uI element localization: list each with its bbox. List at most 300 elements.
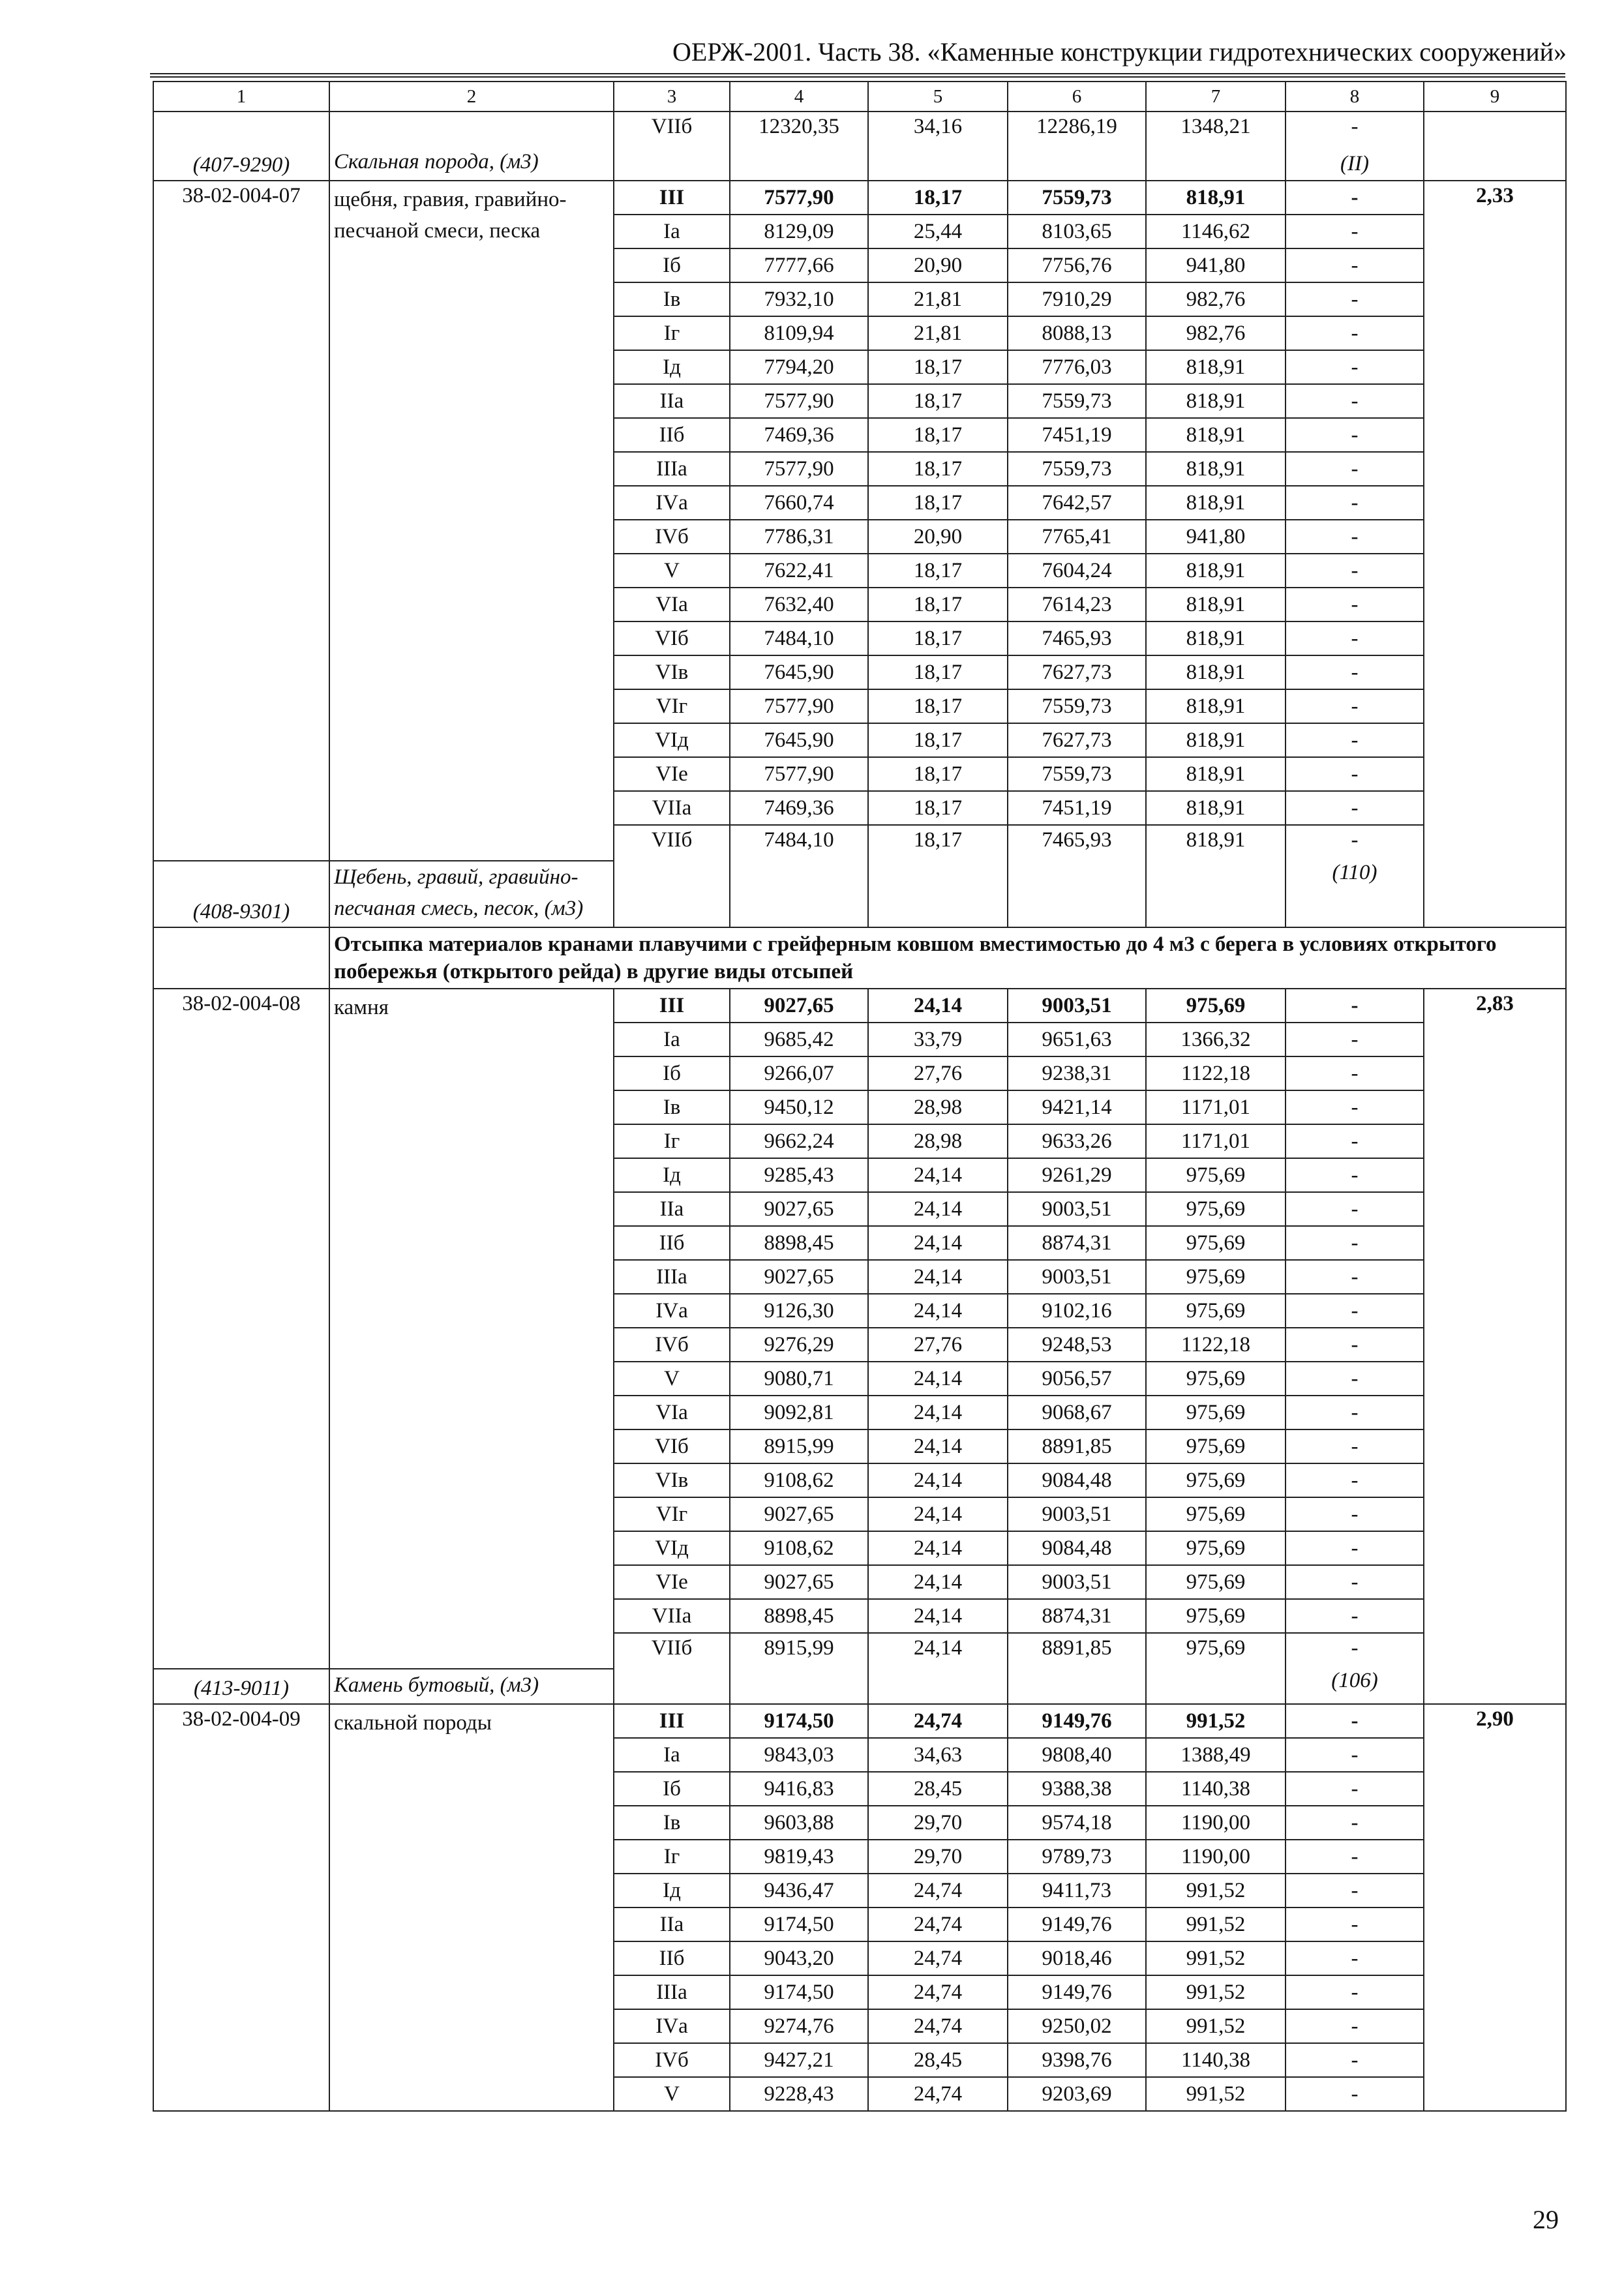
value-cell: - xyxy=(1286,1056,1424,1090)
value-cell: 9149,76 xyxy=(1008,1704,1146,1738)
value-cell: 7484,10 xyxy=(730,825,868,927)
value-cell: 24,14 xyxy=(868,1396,1008,1429)
value-cell: 7932,10 xyxy=(730,282,868,316)
value-cell: 1140,38 xyxy=(1146,2043,1286,2077)
value-cell: 24,14 xyxy=(868,1429,1008,1463)
value-cell: 1122,18 xyxy=(1146,1328,1286,1362)
value-cell: 818,91 xyxy=(1146,723,1286,757)
zone-cell: VIа xyxy=(614,588,730,621)
value-cell: 24,74 xyxy=(868,1908,1008,1941)
value-cell: 1171,01 xyxy=(1146,1124,1286,1158)
column-number: 5 xyxy=(868,82,1008,112)
value-cell: 7465,93 xyxy=(1008,621,1146,655)
value-cell: 7660,74 xyxy=(730,486,868,520)
value-cell: 9276,29 xyxy=(730,1328,868,1362)
material-code: (110) xyxy=(1286,861,1424,927)
zone-cell: IVб xyxy=(614,2043,730,2077)
zone-cell: VIд xyxy=(614,723,730,757)
value-cell: 9056,57 xyxy=(1008,1362,1146,1396)
value-cell: 20,90 xyxy=(868,520,1008,554)
value-cell: 12320,35 xyxy=(730,112,868,181)
value-cell: 7627,73 xyxy=(1008,655,1146,689)
value-cell: 7577,90 xyxy=(730,689,868,723)
value-cell: - xyxy=(1286,2009,1424,2043)
zone-cell: Iа xyxy=(614,1023,730,1056)
value-cell: 975,69 xyxy=(1146,1463,1286,1497)
value-cell: - xyxy=(1286,248,1424,282)
zone-cell: Iд xyxy=(614,1158,730,1192)
value-cell: 991,52 xyxy=(1146,1704,1286,1738)
value-cell: 25,44 xyxy=(868,215,1008,248)
value-cell: 8891,85 xyxy=(1008,1633,1146,1704)
value-cell: 1366,32 xyxy=(1146,1023,1286,1056)
value-cell: 9126,30 xyxy=(730,1294,868,1328)
value-cell: 7765,41 xyxy=(1008,520,1146,554)
coef-cell: 2,33 xyxy=(1424,181,1566,927)
value-cell: 27,76 xyxy=(868,1328,1008,1362)
value-cell: 991,52 xyxy=(1146,2077,1286,2111)
value-cell: - xyxy=(1286,1633,1424,1669)
zone-cell: Iв xyxy=(614,282,730,316)
value-cell: 24,74 xyxy=(868,1874,1008,1908)
zone-cell: VIд xyxy=(614,1531,730,1565)
zone-cell: IVа xyxy=(614,486,730,520)
value-cell: - xyxy=(1286,723,1424,757)
value-cell: 33,79 xyxy=(868,1023,1008,1056)
rate-code: 38-02-004-08 xyxy=(153,989,329,1669)
value-cell: 818,91 xyxy=(1146,418,1286,452)
value-cell: 7559,73 xyxy=(1008,757,1146,791)
value-cell: - xyxy=(1286,689,1424,723)
value-cell: 7756,76 xyxy=(1008,248,1146,282)
value-cell: 8874,31 xyxy=(1008,1599,1146,1633)
zone-cell: Iб xyxy=(614,248,730,282)
value-cell: 7776,03 xyxy=(1008,350,1146,384)
value-cell: - xyxy=(1286,1874,1424,1908)
zone-cell: V xyxy=(614,1362,730,1396)
value-cell: 28,98 xyxy=(868,1090,1008,1124)
zone-cell: VIв xyxy=(614,1463,730,1497)
value-cell: 24,14 xyxy=(868,1633,1008,1704)
value-cell: - xyxy=(1286,655,1424,689)
value-cell: 975,69 xyxy=(1146,1429,1286,1463)
value-cell: 8891,85 xyxy=(1008,1429,1146,1463)
value-cell: 9651,63 xyxy=(1008,1023,1146,1056)
value-cell: - xyxy=(1286,791,1424,825)
value-cell: 9436,47 xyxy=(730,1874,868,1908)
zone-cell: IIа xyxy=(614,384,730,418)
value-cell: 34,16 xyxy=(868,112,1008,181)
resource-code: (413-9011) xyxy=(153,1669,329,1704)
value-cell: 9203,69 xyxy=(1008,2077,1146,2111)
value-cell: 975,69 xyxy=(1146,1497,1286,1531)
value-cell: 818,91 xyxy=(1146,588,1286,621)
value-cell: 941,80 xyxy=(1146,520,1286,554)
value-cell: 9003,51 xyxy=(1008,1497,1146,1531)
value-cell: 975,69 xyxy=(1146,1260,1286,1294)
value-cell: 975,69 xyxy=(1146,989,1286,1023)
value-cell: 24,14 xyxy=(868,1260,1008,1294)
value-cell: 9662,24 xyxy=(730,1124,868,1158)
table-row xyxy=(153,1704,1566,1738)
zone-cell: IIб xyxy=(614,1226,730,1260)
value-cell: - xyxy=(1286,1396,1424,1429)
value-cell: 18,17 xyxy=(868,689,1008,723)
value-cell: 818,91 xyxy=(1146,452,1286,486)
value-cell: 29,70 xyxy=(868,1840,1008,1874)
zone-cell: Iа xyxy=(614,215,730,248)
value-cell: 818,91 xyxy=(1146,621,1286,655)
value-cell: 18,17 xyxy=(868,655,1008,689)
column-number: 2 xyxy=(329,82,614,112)
value-cell: 991,52 xyxy=(1146,1908,1286,1941)
value-cell: - xyxy=(1286,1975,1424,2009)
value-cell: 9819,43 xyxy=(730,1840,868,1874)
value-cell: 24,14 xyxy=(868,1158,1008,1192)
value-cell: 818,91 xyxy=(1146,689,1286,723)
zone-cell: VIе xyxy=(614,1565,730,1599)
column-number: 8 xyxy=(1286,82,1424,112)
value-cell: 818,91 xyxy=(1146,757,1286,791)
value-cell: 7451,19 xyxy=(1008,418,1146,452)
value-cell: 9102,16 xyxy=(1008,1294,1146,1328)
value-cell: 8915,99 xyxy=(730,1429,868,1463)
value-cell: 24,14 xyxy=(868,1294,1008,1328)
value-cell: 975,69 xyxy=(1146,1294,1286,1328)
value-cell: 18,17 xyxy=(868,350,1008,384)
value-cell: 9808,40 xyxy=(1008,1738,1146,1772)
value-cell: 8915,99 xyxy=(730,1633,868,1704)
value-cell: 24,14 xyxy=(868,1565,1008,1599)
value-cell: - xyxy=(1286,452,1424,486)
value-cell: 9228,43 xyxy=(730,2077,868,2111)
coef-cell: 2,83 xyxy=(1424,989,1566,1704)
value-cell: 975,69 xyxy=(1146,1226,1286,1260)
value-cell: 7577,90 xyxy=(730,384,868,418)
value-cell: 9388,38 xyxy=(1008,1772,1146,1806)
value-cell: 9274,76 xyxy=(730,2009,868,2043)
value-cell: 818,91 xyxy=(1146,791,1286,825)
value-cell: - xyxy=(1286,350,1424,384)
empty-cell xyxy=(153,927,329,989)
value-cell: 8129,09 xyxy=(730,215,868,248)
value-cell: 982,76 xyxy=(1146,282,1286,316)
value-cell: 9174,50 xyxy=(730,1704,868,1738)
value-cell: 18,17 xyxy=(868,384,1008,418)
value-cell: 818,91 xyxy=(1146,486,1286,520)
value-cell: 7465,93 xyxy=(1008,825,1146,927)
value-cell: 9427,21 xyxy=(730,2043,868,2077)
material-code: (II) xyxy=(1286,147,1424,181)
value-cell: - xyxy=(1286,588,1424,621)
value-cell: 9027,65 xyxy=(730,1565,868,1599)
value-cell: 7622,41 xyxy=(730,554,868,588)
zone-cell: Iа xyxy=(614,1738,730,1772)
value-cell: 9450,12 xyxy=(730,1090,868,1124)
zone-cell: IIб xyxy=(614,418,730,452)
value-cell: 9027,65 xyxy=(730,1260,868,1294)
zone-cell: VIа xyxy=(614,1396,730,1429)
value-cell: 7559,73 xyxy=(1008,384,1146,418)
value-cell: 818,91 xyxy=(1146,825,1286,927)
zone-cell: Iв xyxy=(614,1090,730,1124)
value-cell: - xyxy=(1286,316,1424,350)
material-name: Камень бутовый, (м3) xyxy=(329,1669,614,1704)
value-cell: - xyxy=(1286,757,1424,791)
value-cell: 975,69 xyxy=(1146,1633,1286,1704)
value-cell: - xyxy=(1286,486,1424,520)
zone-cell: IVа xyxy=(614,2009,730,2043)
value-cell: 27,76 xyxy=(868,1056,1008,1090)
zone-cell: IIб xyxy=(614,1941,730,1975)
value-cell: 18,17 xyxy=(868,181,1008,215)
value-cell: 1190,00 xyxy=(1146,1806,1286,1840)
value-cell: - xyxy=(1286,1362,1424,1396)
zone-cell: VIб xyxy=(614,621,730,655)
value-cell: - xyxy=(1286,2043,1424,2077)
zone-cell: Iг xyxy=(614,1124,730,1158)
value-cell: 9149,76 xyxy=(1008,1975,1146,2009)
zone-cell: Iд xyxy=(614,350,730,384)
value-cell: 18,17 xyxy=(868,621,1008,655)
value-cell: 24,14 xyxy=(868,1531,1008,1565)
value-cell: - xyxy=(1286,1704,1424,1738)
value-cell: 24,14 xyxy=(868,1192,1008,1226)
value-cell: 24,14 xyxy=(868,1599,1008,1633)
material-name: Щебень, гравий, гравийно-песчаная смесь, песок, (м3) xyxy=(329,861,614,927)
table-row xyxy=(153,989,1566,1023)
zone-cell: III xyxy=(614,1704,730,1738)
value-cell: - xyxy=(1286,1226,1424,1260)
column-number: 3 xyxy=(614,82,730,112)
zone-cell: III xyxy=(614,989,730,1023)
zone-cell: VIIб xyxy=(614,112,730,181)
value-cell: 7642,57 xyxy=(1008,486,1146,520)
rate-name: скальной породы xyxy=(329,1704,614,2111)
section-heading-row xyxy=(153,927,1566,989)
value-cell: 9003,51 xyxy=(1008,1260,1146,1294)
value-cell: 24,14 xyxy=(868,1362,1008,1396)
value-cell: 7645,90 xyxy=(730,655,868,689)
value-cell: 18,17 xyxy=(868,452,1008,486)
value-cell: 9574,18 xyxy=(1008,1806,1146,1840)
value-cell: - xyxy=(1286,1023,1424,1056)
value-cell: - xyxy=(1286,215,1424,248)
material-name: Скальная порода, (м3) xyxy=(329,112,614,181)
value-cell: - xyxy=(1286,1328,1424,1362)
value-cell: 7910,29 xyxy=(1008,282,1146,316)
column-number: 6 xyxy=(1008,82,1146,112)
value-cell: 1388,49 xyxy=(1146,1738,1286,1772)
value-cell: 975,69 xyxy=(1146,1362,1286,1396)
zone-cell: IIа xyxy=(614,1908,730,1941)
value-cell: 9043,20 xyxy=(730,1941,868,1975)
value-cell: 7559,73 xyxy=(1008,452,1146,486)
value-cell: 7645,90 xyxy=(730,723,868,757)
value-cell: 9149,76 xyxy=(1008,1908,1146,1941)
section-heading: Отсыпка материалов кранами плавучими с грейферным ковшом вместимостью до 4 м3 с берега в условиях открытого побережья (открытого рейда) в другие виды отсыпей xyxy=(329,927,1566,989)
value-cell: 8874,31 xyxy=(1008,1226,1146,1260)
value-cell: 8088,13 xyxy=(1008,316,1146,350)
zone-cell: IVб xyxy=(614,520,730,554)
value-cell: - xyxy=(1286,1497,1424,1531)
table-body xyxy=(153,82,1566,2111)
header-rule xyxy=(150,73,1565,78)
zone-cell: IIIа xyxy=(614,1260,730,1294)
value-cell: 9685,42 xyxy=(730,1023,868,1056)
value-cell: - xyxy=(1286,1260,1424,1294)
page-number: 29 xyxy=(1533,2205,1559,2234)
value-cell: 991,52 xyxy=(1146,1874,1286,1908)
zone-cell: Iб xyxy=(614,1772,730,1806)
value-cell: 7559,73 xyxy=(1008,181,1146,215)
value-cell: - xyxy=(1286,1565,1424,1599)
value-cell: 9084,48 xyxy=(1008,1531,1146,1565)
value-cell: 818,91 xyxy=(1146,554,1286,588)
value-cell: 1140,38 xyxy=(1146,1772,1286,1806)
value-cell: - xyxy=(1286,825,1424,861)
value-cell: 28,45 xyxy=(868,1772,1008,1806)
value-cell: 1122,18 xyxy=(1146,1056,1286,1090)
zone-cell: IIIа xyxy=(614,452,730,486)
value-cell: 818,91 xyxy=(1146,655,1286,689)
value-cell: 9421,14 xyxy=(1008,1090,1146,1124)
rate-name: камня xyxy=(329,989,614,1669)
value-cell: 7604,24 xyxy=(1008,554,1146,588)
value-cell: 9018,46 xyxy=(1008,1941,1146,1975)
zone-cell: VIIа xyxy=(614,1599,730,1633)
zone-cell: IIIа xyxy=(614,1975,730,2009)
value-cell: 8898,45 xyxy=(730,1599,868,1633)
value-cell: 18,17 xyxy=(868,486,1008,520)
coef-cell xyxy=(1424,112,1566,181)
zone-cell: V xyxy=(614,2077,730,2111)
value-cell: - xyxy=(1286,520,1424,554)
value-cell: 21,81 xyxy=(868,282,1008,316)
value-cell: 941,80 xyxy=(1146,248,1286,282)
coef-cell: 2,90 xyxy=(1424,1704,1566,2111)
value-cell: 9092,81 xyxy=(730,1396,868,1429)
column-number-row xyxy=(153,82,1566,112)
value-cell: 24,74 xyxy=(868,1975,1008,2009)
value-cell: 24,14 xyxy=(868,1463,1008,1497)
value-cell: 982,76 xyxy=(1146,316,1286,350)
value-cell: 29,70 xyxy=(868,1806,1008,1840)
value-cell: 9003,51 xyxy=(1008,989,1146,1023)
value-cell: 9027,65 xyxy=(730,1192,868,1226)
value-cell: 7484,10 xyxy=(730,621,868,655)
value-cell: 975,69 xyxy=(1146,1192,1286,1226)
value-cell: 9080,71 xyxy=(730,1362,868,1396)
value-cell: - xyxy=(1286,1158,1424,1192)
value-cell: - xyxy=(1286,1806,1424,1840)
zone-cell: Iг xyxy=(614,316,730,350)
value-cell: 9068,67 xyxy=(1008,1396,1146,1429)
value-cell: - xyxy=(1286,181,1424,215)
value-cell: 24,74 xyxy=(868,2077,1008,2111)
value-cell: 7469,36 xyxy=(730,418,868,452)
value-cell: - xyxy=(1286,1294,1424,1328)
value-cell: 24,14 xyxy=(868,989,1008,1023)
value-cell: 1146,62 xyxy=(1146,215,1286,248)
value-cell: 18,17 xyxy=(868,418,1008,452)
value-cell: 24,14 xyxy=(868,1497,1008,1531)
material-code: (106) xyxy=(1286,1669,1424,1704)
zone-cell: VIб xyxy=(614,1429,730,1463)
value-cell: 28,45 xyxy=(868,2043,1008,2077)
column-number: 4 xyxy=(730,82,868,112)
value-cell: - xyxy=(1286,1124,1424,1158)
value-cell: 8898,45 xyxy=(730,1226,868,1260)
value-cell: 975,69 xyxy=(1146,1565,1286,1599)
value-cell: 7577,90 xyxy=(730,452,868,486)
value-cell: 975,69 xyxy=(1146,1396,1286,1429)
value-cell: 9174,50 xyxy=(730,1975,868,2009)
value-cell: 975,69 xyxy=(1146,1158,1286,1192)
value-cell: 34,63 xyxy=(868,1738,1008,1772)
value-cell: - xyxy=(1286,282,1424,316)
value-cell: 1348,21 xyxy=(1146,112,1286,181)
value-cell: 9843,03 xyxy=(730,1738,868,1772)
value-cell: 18,17 xyxy=(868,723,1008,757)
value-cell: 9174,50 xyxy=(730,1908,868,1941)
zone-cell: VIIа xyxy=(614,791,730,825)
value-cell: - xyxy=(1286,1192,1424,1226)
value-cell: 9261,29 xyxy=(1008,1158,1146,1192)
value-cell: 1171,01 xyxy=(1146,1090,1286,1124)
value-cell: 9285,43 xyxy=(730,1158,868,1192)
zone-cell: Iг xyxy=(614,1840,730,1874)
value-cell: 9027,65 xyxy=(730,1497,868,1531)
value-cell: 7627,73 xyxy=(1008,723,1146,757)
value-cell: 7577,90 xyxy=(730,757,868,791)
rate-code: 38-02-004-07 xyxy=(153,181,329,861)
value-cell: 991,52 xyxy=(1146,2009,1286,2043)
value-cell: 7469,36 xyxy=(730,791,868,825)
value-cell: 8103,65 xyxy=(1008,215,1146,248)
value-cell: 18,17 xyxy=(868,791,1008,825)
value-cell: 20,90 xyxy=(868,248,1008,282)
value-cell: 818,91 xyxy=(1146,350,1286,384)
value-cell: - xyxy=(1286,1599,1424,1633)
value-cell: 18,17 xyxy=(868,757,1008,791)
value-cell: 9250,02 xyxy=(1008,2009,1146,2043)
value-cell: - xyxy=(1286,1429,1424,1463)
value-cell: 9027,65 xyxy=(730,989,868,1023)
value-cell: 9603,88 xyxy=(730,1806,868,1840)
value-cell: - xyxy=(1286,1738,1424,1772)
value-cell: - xyxy=(1286,1772,1424,1806)
value-cell: 24,14 xyxy=(868,1226,1008,1260)
value-cell: 7577,90 xyxy=(730,181,868,215)
value-cell: 818,91 xyxy=(1146,384,1286,418)
value-cell: - xyxy=(1286,554,1424,588)
value-cell: - xyxy=(1286,418,1424,452)
rate-name: щебня, гравия, гравийно-песчаной смеси, песка xyxy=(329,181,614,861)
column-number: 7 xyxy=(1146,82,1286,112)
zone-cell: Iб xyxy=(614,1056,730,1090)
value-cell: - xyxy=(1286,1090,1424,1124)
value-cell: 7451,19 xyxy=(1008,791,1146,825)
value-cell: - xyxy=(1286,989,1424,1023)
zone-cell: VIв xyxy=(614,655,730,689)
value-cell: - xyxy=(1286,621,1424,655)
value-cell: 991,52 xyxy=(1146,1941,1286,1975)
value-cell: 9416,83 xyxy=(730,1772,868,1806)
value-cell: 7632,40 xyxy=(730,588,868,621)
value-cell: 7777,66 xyxy=(730,248,868,282)
column-number: 1 xyxy=(153,82,329,112)
